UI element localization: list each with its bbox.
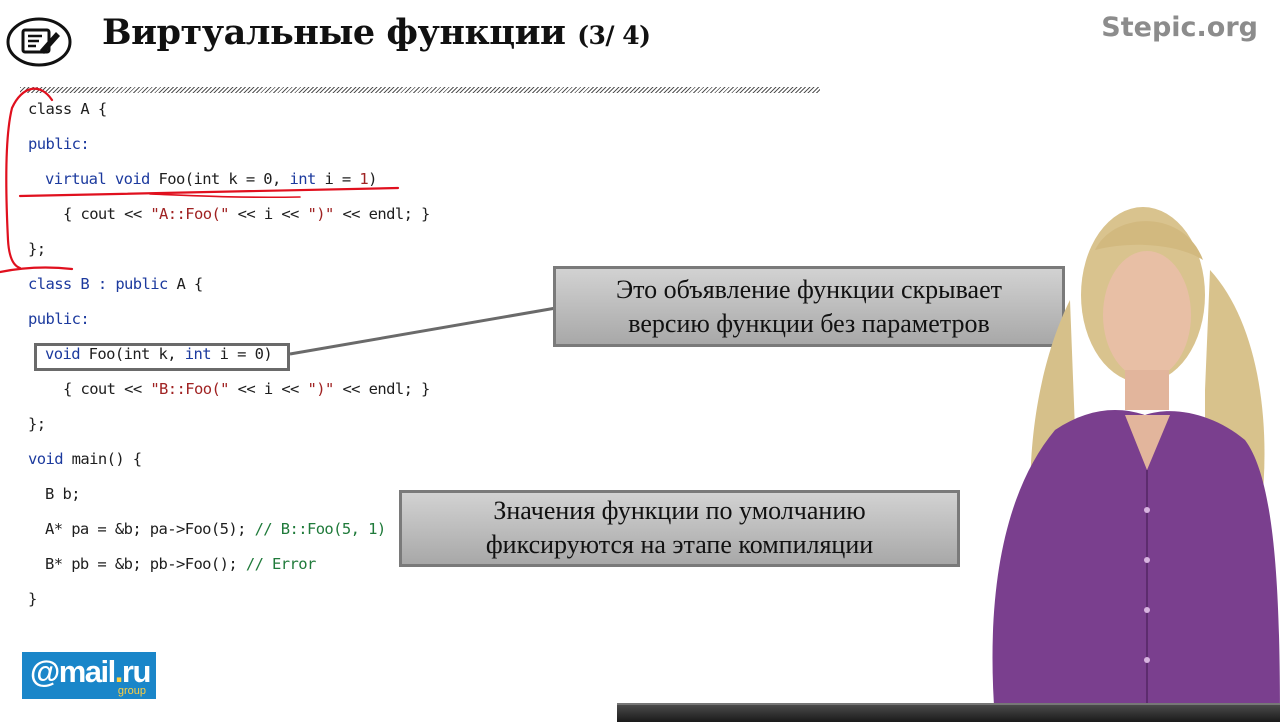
callout-line: Это объявление функции скрывает	[616, 275, 1002, 304]
code-line: class A {	[28, 100, 107, 118]
brand-logo: Stepic.org	[1101, 12, 1258, 43]
code-line: public:	[28, 310, 90, 328]
slide-title-text: Виртуальные функции	[102, 12, 566, 53]
sponsor-logo	[22, 652, 156, 699]
sponsor-logo-text: @mail.ru	[30, 654, 150, 689]
code-line: { cout << "B::Foo(" << i << ")" << endl; }	[63, 380, 430, 398]
code-line: public:	[28, 135, 90, 153]
sponsor-logo-sub: group	[117, 685, 146, 697]
slide-number: (3/ 4)	[577, 21, 651, 50]
code-line: B* pb = &b; pb->Foo(); // Error	[45, 555, 316, 573]
callout-defaults-note	[399, 490, 960, 567]
code-line: void main() {	[28, 450, 142, 468]
callout-connector	[0, 0, 620, 380]
code-line: };	[28, 240, 46, 258]
code-line: class B : public A {	[28, 275, 203, 293]
callout-line: фиксируются на этапе компиляции	[485, 530, 874, 559]
presenter-video	[975, 190, 1280, 720]
code-line: }	[28, 590, 37, 608]
keyboard-edge	[617, 703, 1280, 722]
highlight-box	[34, 343, 290, 371]
code-line: A* pa = &b; pa->Foo(5); // B::Foo(5, 1)	[45, 520, 386, 538]
code-line: void Foo(int k, int i = 0)	[45, 345, 273, 363]
callout-line: версию функции без параметров	[628, 309, 990, 338]
code-line: { cout << "A::Foo(" << i << ")" << endl; }	[63, 205, 430, 223]
code-line: };	[28, 415, 46, 433]
callout-line: Значения функции по умолчанию	[493, 496, 866, 525]
title-divider	[20, 87, 820, 93]
code-line: virtual void Foo(int k = 0, int i = 1)	[45, 170, 377, 188]
notes-icon	[6, 16, 72, 68]
code-line: B b;	[45, 485, 80, 503]
slide-title	[102, 12, 651, 53]
